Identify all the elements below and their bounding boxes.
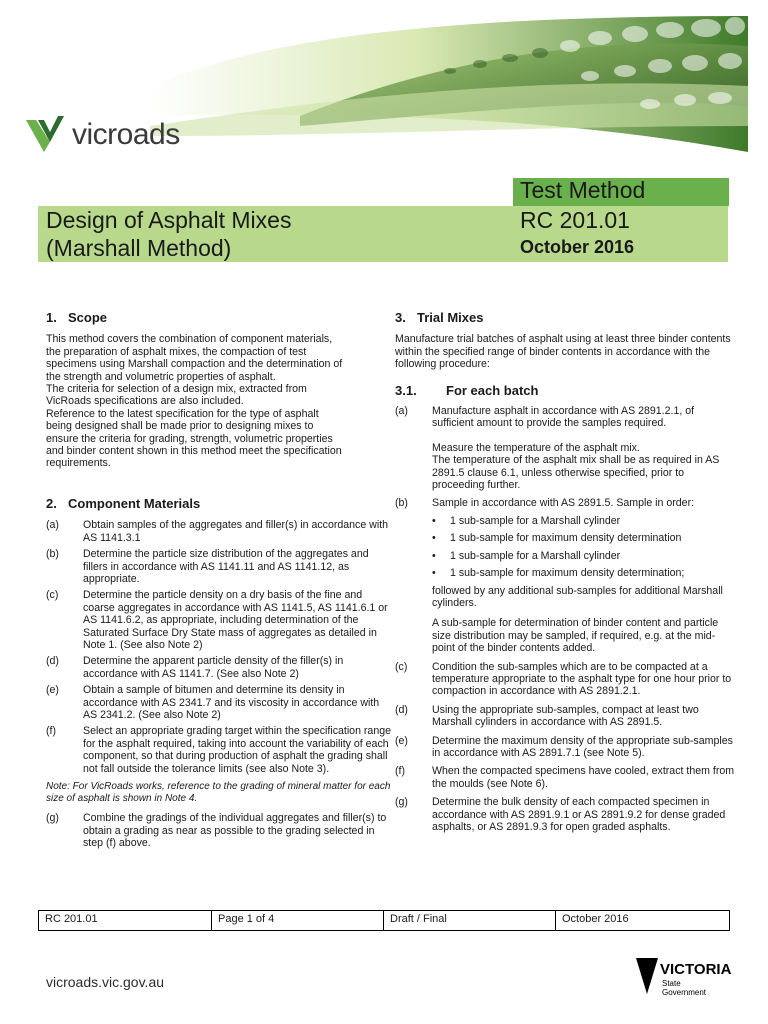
header-banner-graphic (150, 16, 748, 152)
vicroads-logo-text: vicroads (72, 118, 180, 151)
bullet-item: • 1 sub-sample for maximum density determination; (432, 567, 685, 580)
right-column (395, 312, 735, 837)
list-item: (d) Using the appropriate sub-samples, compact at least two Marshall cylinders in accordance with AS 2891.5. (395, 703, 699, 729)
left-column (46, 312, 391, 853)
vicroads-logo-icon (24, 112, 72, 156)
title-line-1: Design of Asphalt Mixes (46, 207, 292, 233)
logo-government-word: Government (662, 988, 707, 997)
list-item: (e) Obtain a sample of bitumen and determine its density in accordance with AS 2341.7 and its viscosity in accordance with AS 2341.2. (See also Note 2) (46, 684, 380, 721)
logo-state-word: State (662, 979, 681, 988)
footer-status: Draft / Final (384, 911, 556, 930)
trial-intro: Manufacture trial batches of asphalt using at least three binder contents within the specified range of binder contents in accordance with the following procedure: (395, 333, 731, 371)
footer-page: Page 1 of 4 (212, 911, 384, 930)
bullet-item: • 1 sub-sample for maximum density determination (432, 532, 682, 545)
bullet-item: • 1 sub-sample for a Marshall cylinder (432, 549, 621, 562)
footer-date: October 2016 (562, 913, 629, 925)
title-line-2: (Marshall Method) (46, 235, 232, 261)
website-url[interactable]: vicroads.vic.gov.au (46, 974, 165, 990)
list-item: (f) When the compacted specimens have cooled, extract them from the moulds (see Note 6). (395, 765, 735, 790)
document-title (46, 206, 291, 262)
list-item: (f) Select an appropriate grading target within the specification range for the asphalt required, taking into account the variability of each component, so that during production of asphalt the grading shall not fall outside the tolerance limits (see also Note 3). (46, 725, 391, 775)
list-item: (g) Determine the bulk density of each compacted specimen in accordance with AS 2891.9.1 or AS 2891.9.2 for dense graded asphalts, or AS 2891.9.3 for open graded asphalts. (395, 796, 726, 833)
subsection-heading-each-batch: 3.1. For each batch (395, 382, 539, 398)
list-item: (c) Determine the particle density on a dry basis of the fine and coarse aggregates in accordance with AS 1141.5, AS 1141.6.1 or AS 1141.6.2, as appropriate, including determination of the Saturated Surface Dry State mass of aggregates as detailed in Note 1. (See also Note 2) (46, 589, 388, 651)
footer-table (38, 910, 730, 931)
list-item: (g) Combine the gradings of the individual aggregates and filler(s) to obtain a grading as near as possible to the grading selected in step (f) above. (46, 812, 387, 849)
test-method-label: Test Method (520, 177, 646, 203)
section-heading-component-materials: 2. Component Materials (46, 495, 201, 511)
list-item: (b) Determine the particle size distribution of the aggregates and fillers in accordance with AS 1141.11 and AS 1141.12, as appropriate. (46, 548, 369, 585)
section-heading-scope: 1. Scope (46, 310, 108, 325)
list-item: (c) Condition the sub-samples which are to be compacted at a temperature appropriate to the asphalt type for one hour prior to compaction in accordance with AS 2891.2.1. (395, 660, 732, 698)
list-item: (d) Determine the apparent particle density of the filler(s) in accordance with AS 1141.7. (See also Note 2) (46, 655, 344, 680)
section-heading-trial-mixes: 3. Trial Mixes (395, 310, 484, 325)
list-item: (e) Determine the maximum density of the appropriate sub-samples in accordance with AS 2891.7.1 (see Note 5). (395, 734, 733, 759)
bullet-item: • 1 sub-sample for a Marshall cylinder (432, 514, 621, 527)
logo-victoria-word: VICTORIA (660, 961, 732, 978)
bullet-list (432, 515, 735, 580)
document-date: October 2016 (520, 237, 635, 257)
note-text: Note: For VicRoads works, reference to the grading of mineral matter for each size of asphalt is shown in Note 4. (46, 781, 391, 804)
footer-doc-number: RC 201.01 (39, 911, 212, 930)
document-number: RC 201.01 (520, 207, 630, 233)
victoria-government-logo-icon (632, 954, 742, 1000)
list-item: (b) Sample in accordance with AS 2891.5. Sample in order: • 1 sub-sample for a Marshall cylinder • 1 sub-sample for maximum density determination • 1 sub-sample for a Marshall cylinder • 1 sub-sample for maximum density determination; followed by any additional sub-samples for additional Marshall cylinders. A sub-sample for determination of binder content and particle size distribution may be sampled, if required, e.g. at the mid-point of the binder contents added. (395, 497, 735, 654)
list-item: (a) Manufacture asphalt in accordance with AS 2891.2.1, of sufficient amount to provide the samples required. Measure the temperature of the asphalt mix. The temperature of the asphalt mix shall be as required in AS 2891.5 clause 6.1, unless otherwise specified, prior to proceeding further. (395, 405, 720, 492)
list-item: (a) Obtain samples of the aggregates and filler(s) in accordance with AS 1141.3.1 (46, 519, 389, 544)
scope-text: This method covers the combination of component materials, the preparation of asphalt mixes, the compaction of test specimens using Marshall compaction and the determination of the strength and volumetric properties of asphalt. The criteria for selection of a design mix, extracted from VicRoads specifications are also included. Reference to the latest specification for the type of asphalt being designed shall be made prior to designing mixes to ensure the criteria for grading, strength, volumetric properties and binder content shown in this method meet the specification requirements. (46, 333, 343, 470)
